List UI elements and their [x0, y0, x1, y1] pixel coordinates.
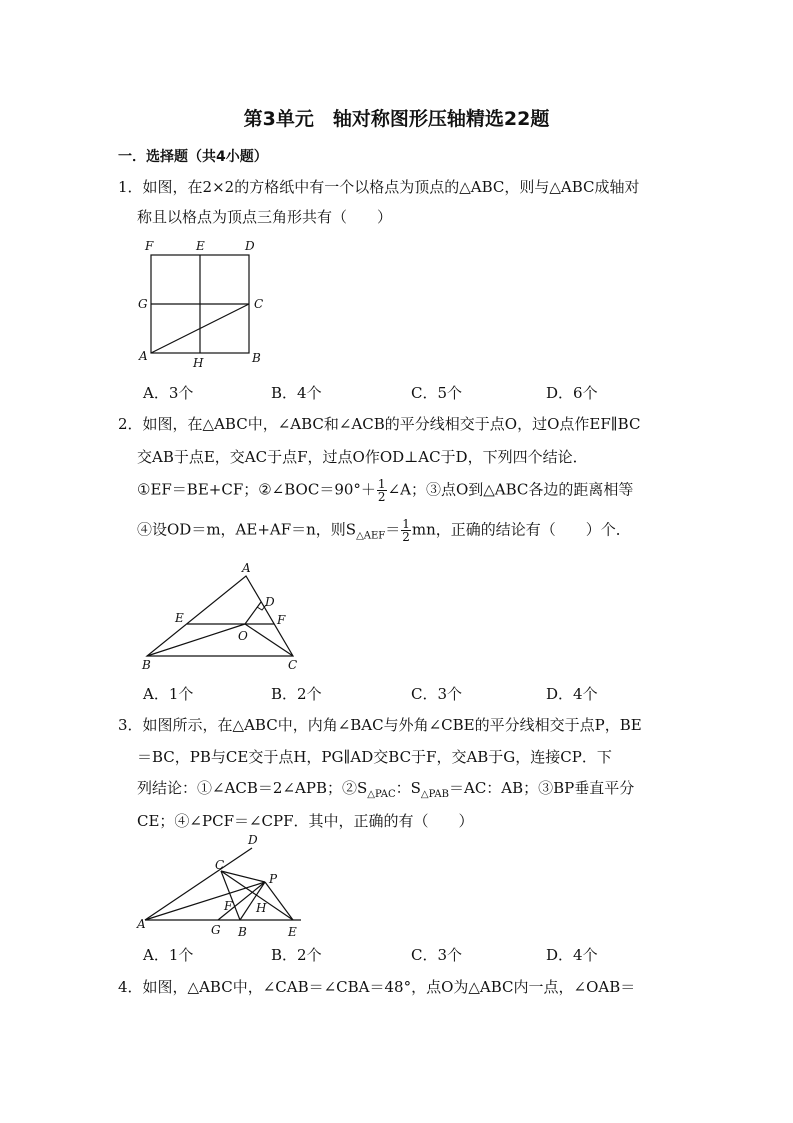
- q3-line3-part1: 列结论：①∠ACB＝2∠APB；②S: [137, 779, 368, 797]
- page-title: 第3单元 轴对称图形压轴精选22题: [243, 108, 550, 130]
- label-c: C: [288, 658, 298, 672]
- label-b: B: [238, 925, 247, 939]
- line-cp: [221, 871, 265, 882]
- q2-option-a[interactable]: A．1个: [143, 685, 194, 703]
- label-g: G: [138, 297, 148, 311]
- label-o: O: [238, 629, 248, 643]
- label-c: C: [254, 297, 264, 311]
- q3-text-line3: [137, 777, 634, 800]
- q3-option-d[interactable]: D．4个: [546, 946, 598, 964]
- q2-line3-part1: ①EF＝BE+CF；②∠BOC＝90°＋: [137, 480, 376, 499]
- label-a: A: [137, 917, 146, 931]
- fraction-denominator-2: 2: [402, 530, 410, 544]
- label-d: D: [265, 595, 275, 609]
- fraction-numerator-2: 1: [402, 517, 410, 531]
- q1-option-b[interactable]: B．4个: [271, 384, 322, 402]
- label-f: F: [277, 613, 286, 627]
- q2-line4-part1: ④设OD＝m，AE+AF＝n，则S: [137, 520, 357, 539]
- q2-text-line4: [137, 518, 631, 543]
- q1-grid-figure: [135, 236, 275, 371]
- segment-bo: [147, 624, 245, 656]
- section-heading: 一．选择题（共4小题）: [118, 149, 268, 165]
- label-f: F: [224, 899, 233, 913]
- q2-text-line2: 交AB于点E，交AC于点F，过点O作OD⊥AC于D，下列四个结论．: [137, 448, 588, 466]
- q2-triangle-figure: [135, 562, 315, 674]
- segment-co: [245, 624, 293, 656]
- label-b: B: [142, 658, 151, 672]
- q3-option-b[interactable]: B．2个: [271, 946, 322, 964]
- q3-option-c[interactable]: C．3个: [411, 946, 463, 964]
- q2-line4-equals: ＝: [385, 520, 401, 539]
- q3-triangle-figure: [135, 832, 315, 940]
- label-e: E: [196, 239, 205, 253]
- label-e: E: [288, 925, 297, 939]
- q1-option-c[interactable]: C．5个: [411, 384, 463, 402]
- label-f: F: [145, 239, 154, 253]
- label-d: D: [248, 833, 258, 847]
- line-ap: [145, 882, 265, 920]
- q3-text-line4: CE；④∠PCF＝∠CPF．其中，正确的有（ ）: [137, 812, 474, 830]
- label-h: H: [193, 356, 204, 370]
- fraction-numerator: 1: [377, 477, 386, 491]
- line-pe: [265, 882, 293, 920]
- q3-subscript-pab: △PAB: [420, 789, 449, 800]
- fraction-denominator: 2: [377, 490, 386, 504]
- q1-text-line1: 1．如图，在2×2的方格纸中有一个以格点为顶点的△ABC，则与△ABC成轴对: [118, 178, 640, 196]
- q3-subscript-pac: △PAC: [367, 789, 396, 800]
- label-b: B: [252, 351, 261, 365]
- q3-text-line2: ＝BC，PB与CE交于点H，PG∥AD交BC于F，交AB于G，连接CP．下: [137, 748, 612, 766]
- q1-option-a[interactable]: A．3个: [143, 384, 194, 402]
- q1-option-d[interactable]: D．6个: [546, 384, 598, 402]
- q2-text-line1: 2．如图，在△ABC中，∠ABC和∠ACB的平分线相交于点O，过O点作EF∥BC: [118, 415, 641, 433]
- fraction-one-half-2: [401, 518, 411, 543]
- label-d: D: [245, 239, 255, 253]
- q3-text-line1: 3．如图所示，在△ABC中，内角∠BAC与外角∠CBE的平分线相交于点P，BE: [118, 716, 642, 734]
- label-a: A: [139, 349, 148, 363]
- q2-option-d[interactable]: D．4个: [546, 685, 598, 703]
- q2-area-subscript: △AEF: [356, 530, 386, 542]
- q3-line3-part2: ：S: [395, 779, 421, 797]
- q2-text-line3: [137, 478, 633, 503]
- q3-line3-part3: ＝AC：AB；③BP垂直平分: [448, 779, 635, 797]
- q4-text-line1: 4．如图，△ABC中，∠CAB＝∠CBA＝48°，点O为△ABC内一点，∠OAB＝: [118, 978, 636, 996]
- label-g: G: [211, 923, 221, 937]
- label-e: E: [175, 611, 184, 625]
- q2-option-b[interactable]: B．2个: [271, 685, 322, 703]
- fraction-one-half: [377, 478, 387, 503]
- triangle-abc: [147, 576, 293, 656]
- segment-od: [245, 602, 261, 624]
- label-h: H: [256, 901, 267, 915]
- label-a: A: [242, 561, 251, 575]
- label-c: C: [215, 858, 225, 872]
- q2-line3-part2: ∠A；③点O到△ABC各边的距离相等: [387, 480, 634, 499]
- q3-option-a[interactable]: A．1个: [143, 946, 194, 964]
- q1-text-line2: 称且以格点为顶点三角形共有（ ）: [137, 208, 393, 226]
- q2-option-c[interactable]: C．3个: [411, 685, 463, 703]
- label-p: P: [269, 872, 278, 886]
- q2-line4-part2: mn，正确的结论有（ ）个．: [411, 520, 631, 539]
